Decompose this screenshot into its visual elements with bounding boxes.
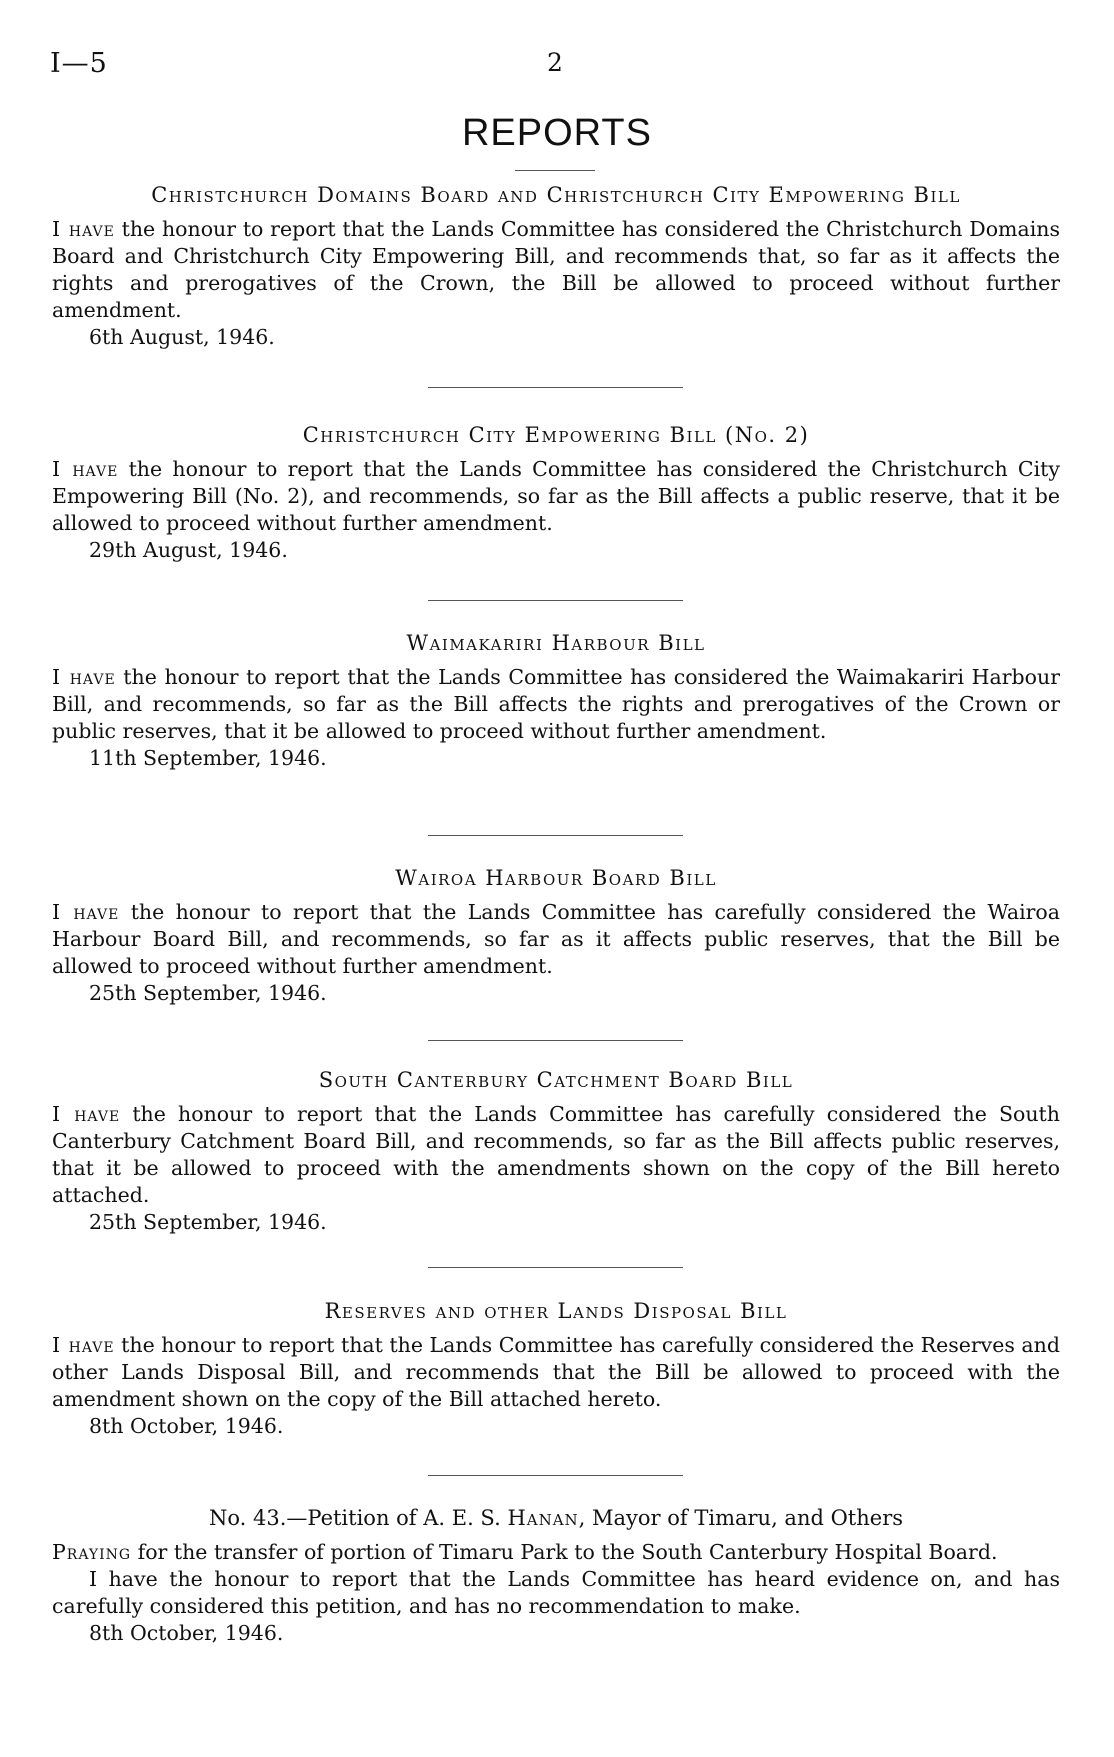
body-text: the honour to report that the Lands Committee has considered the Christchurch Domains Board and Christchurch City Empowering Bill, and recommends that, so far as it affects the rights and prerogatives of the Crown, the Bill be allowed to proceed without further amendment.: [52, 217, 1060, 322]
section-divider: [428, 1475, 683, 1476]
report-section: [52, 865, 1060, 1007]
page-number: 2: [547, 48, 563, 77]
petition-prayer: [52, 1539, 1060, 1566]
report-section: [52, 630, 1060, 772]
lead-words: I have: [52, 457, 119, 481]
heading-rule: [515, 170, 595, 171]
report-section: [52, 1298, 1060, 1440]
section-title: South Canterbury Catchment Board Bill: [318, 1068, 794, 1092]
section-body: [52, 1332, 1060, 1413]
report-section: [52, 182, 1060, 351]
section-divider: [428, 600, 683, 601]
section-body: [52, 456, 1060, 537]
section-date: 8th October, 1946.: [89, 1414, 284, 1438]
body-text: the honour to report that the Lands Committee has carefully considered the South Canterbury Catchment Board Bill, and recommends, so far as the Bill affects public reserves, that it be allowed to proceed with the amendments shown on the copy of the Bill hereto attached.: [52, 1102, 1060, 1207]
section-body: [52, 1101, 1060, 1209]
lead-words: I have: [52, 665, 116, 689]
section-title: Wairoa Harbour Board Bill: [395, 866, 717, 890]
section-body: [52, 216, 1060, 324]
petition-section: [52, 1505, 1060, 1647]
lead-words: I have: [52, 217, 115, 241]
petition-title-prefix: No. 43.—Petition of A. E. S.: [208, 1506, 508, 1530]
section-title: Reserves and other Lands Disposal Bill: [324, 1299, 788, 1323]
lead-words: I have: [52, 1333, 115, 1357]
section-title: Christchurch City Empowering Bill (No. 2): [302, 423, 810, 447]
section-date: 11th September, 1946.: [89, 746, 327, 770]
section-title: Christchurch Domains Board and Christchurch City Empowering Bill: [151, 183, 961, 207]
body-text: the honour to report that the Lands Committee has considered the Christchurch City Empowering Bill (No. 2), and recommends, so far as the Bill affects a public reserve, that it be allowed to proceed without further amendment.: [52, 457, 1060, 535]
petition-name: Hanan: [507, 1506, 579, 1530]
body-text: the honour to report that the Lands Committee has carefully considered the Wairoa Harbour Board Bill, and recommends, so far as it affects public reserves, that the Bill be allowed to proceed without further amendment.: [52, 900, 1060, 978]
section-title: Waimakariri Harbour Bill: [406, 631, 706, 655]
section-date: 6th August, 1946.: [89, 325, 275, 349]
lead-words: Praying: [52, 1540, 132, 1564]
body-text: the honour to report that the Lands Committee has carefully considered the Reserves and other Lands Disposal Bill, and recommends that the Bill be allowed to proceed with the amendment shown on the copy of the Bill attached hereto.: [52, 1333, 1060, 1411]
section-date: 25th September, 1946.: [89, 981, 327, 1005]
section-date: 25th September, 1946.: [89, 1210, 327, 1234]
petition-title: [52, 1505, 1060, 1531]
body-text: the honour to report that the Lands Committee has considered the Waimakariri Harbour Bill, and recommends, so far as the Bill affects the rights and prerogatives of the Crown or public reserves, that it be allowed to proceed without further amendment.: [52, 665, 1060, 743]
section-divider: [428, 387, 683, 388]
report-section: [52, 422, 1060, 564]
lead-words: I have: [52, 1102, 121, 1126]
petition-date: 8th October, 1946.: [89, 1621, 284, 1645]
prayer-text: for the transfer of portion of Timaru Park to the South Canterbury Hospital Board.: [131, 1540, 998, 1564]
section-divider: [428, 835, 683, 836]
petition-title-suffix: , Mayor of Timaru, and Others: [578, 1506, 904, 1530]
lead-words: I have: [52, 900, 120, 924]
section-divider: [428, 1267, 683, 1268]
report-section: [52, 1067, 1060, 1236]
petition-report: I have the honour to report that the Lands Committee has heard evidence on, and has carefully considered this petition, and has no recommendation to make.: [52, 1567, 1060, 1618]
section-date: 29th August, 1946.: [89, 538, 288, 562]
document-code: I—5: [50, 48, 108, 79]
section-body: [52, 899, 1060, 980]
section-body: [52, 664, 1060, 745]
section-divider: [428, 1040, 683, 1041]
page-heading: REPORTS: [461, 112, 652, 154]
